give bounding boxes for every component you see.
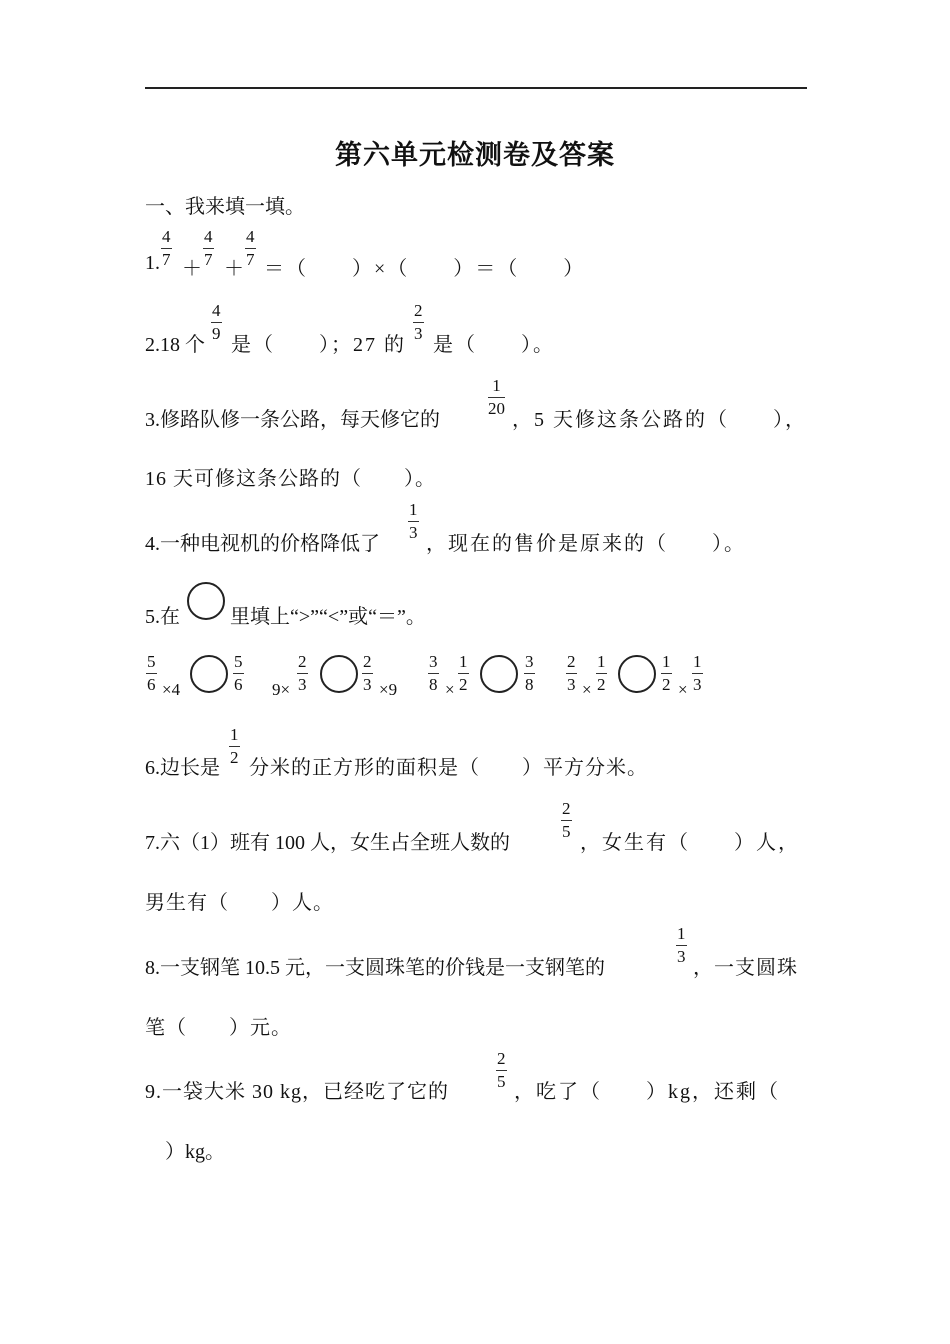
numerator: 1 bbox=[458, 653, 469, 674]
fraction bbox=[566, 653, 577, 693]
q4-part-b: ，现在的售价是原来的（ ）。 bbox=[426, 533, 746, 555]
denominator: 5 bbox=[497, 1072, 506, 1091]
numerator: 4 bbox=[203, 228, 214, 249]
q9-part-b: ，吃了（ ）kg，还剩（ bbox=[514, 1081, 780, 1103]
denominator: 2 bbox=[662, 675, 671, 694]
fraction bbox=[561, 800, 572, 840]
answer-circle-4[interactable] bbox=[618, 655, 656, 693]
denominator: 3 bbox=[414, 324, 423, 343]
operator: × bbox=[678, 680, 688, 699]
q1-op1: ＋ bbox=[182, 258, 202, 280]
numerator: 1 bbox=[229, 726, 240, 747]
q9-part-a: 9.一袋大米 30 kg，已经吃了它的 bbox=[145, 1081, 449, 1103]
fraction bbox=[161, 228, 172, 268]
fraction bbox=[297, 653, 308, 693]
operator: × bbox=[445, 680, 455, 699]
fraction bbox=[428, 653, 439, 693]
fraction bbox=[229, 726, 240, 766]
q2-part-b: 是（ ）；27 的 bbox=[231, 334, 406, 356]
numerator: 1 bbox=[692, 653, 703, 674]
denominator: 3 bbox=[567, 675, 576, 694]
q1-lead: 1. bbox=[145, 252, 160, 274]
denominator: 7 bbox=[204, 250, 213, 269]
fraction bbox=[496, 1050, 507, 1090]
fraction bbox=[413, 302, 424, 342]
fraction bbox=[458, 653, 469, 693]
q6-part-b: 分米的正方形的面积是（ ）平方分米。 bbox=[249, 757, 648, 779]
q3-part-b: ，5 天修这条公路的（ ）， bbox=[512, 409, 807, 431]
numerator: 4 bbox=[245, 228, 256, 249]
q8-part-a: 8.一支钢笔 10.5 元，一支圆珠笔的价钱是一支钢笔的 bbox=[145, 957, 605, 979]
denominator: 3 bbox=[693, 675, 702, 694]
numerator: 1 bbox=[408, 501, 419, 522]
fraction bbox=[596, 653, 607, 693]
numerator: 2 bbox=[362, 653, 373, 674]
denominator: 7 bbox=[246, 250, 255, 269]
q6-part-a: 6.边长是 bbox=[145, 757, 220, 779]
denominator: 5 bbox=[562, 822, 571, 841]
denominator: 3 bbox=[298, 675, 307, 694]
q7-part-b: ，女生有（ ）人， bbox=[580, 832, 800, 854]
q5-part-b: 里填上“>”“<”或“＝”。 bbox=[230, 606, 426, 628]
denominator: 2 bbox=[230, 748, 239, 767]
denominator: 7 bbox=[162, 250, 171, 269]
fraction bbox=[203, 228, 214, 268]
denominator: 3 bbox=[409, 523, 418, 542]
numerator: 3 bbox=[428, 653, 439, 674]
numerator: 4 bbox=[211, 302, 222, 323]
q9-line2: ）kg。 bbox=[165, 1141, 225, 1163]
operator: 9× bbox=[272, 680, 291, 699]
fraction bbox=[233, 653, 244, 693]
answer-circle-3[interactable] bbox=[480, 655, 518, 693]
section-heading: 一、我来填一填。 bbox=[145, 196, 305, 218]
answer-circle-2[interactable] bbox=[320, 655, 358, 693]
q3-part-a: 3.修路队修一条公路，每天修它的 bbox=[145, 409, 440, 431]
fraction bbox=[488, 377, 505, 417]
q2-part-a: 2.18 个 bbox=[145, 334, 205, 356]
fraction bbox=[245, 228, 256, 268]
numerator: 2 bbox=[496, 1050, 507, 1071]
operator: × bbox=[582, 680, 592, 699]
numerator: 3 bbox=[524, 653, 535, 674]
q1-rest: ＝（ ）×（ ）＝（ ） bbox=[264, 258, 586, 280]
denominator: 9 bbox=[212, 324, 221, 343]
q2-part-c: 是（ ）。 bbox=[433, 334, 555, 356]
fraction bbox=[146, 653, 157, 693]
numerator: 2 bbox=[297, 653, 308, 674]
answer-circle-1[interactable] bbox=[190, 655, 228, 693]
denominator: 6 bbox=[234, 675, 243, 694]
q8-line2: 笔（ ）元。 bbox=[145, 1017, 292, 1039]
denominator: 8 bbox=[429, 675, 438, 694]
comparison-circle-sample bbox=[187, 582, 225, 620]
fraction bbox=[362, 653, 373, 693]
operator: ×4 bbox=[162, 680, 181, 699]
q4-part-a: 4.一种电视机的价格降低了 bbox=[145, 533, 380, 555]
numerator: 5 bbox=[233, 653, 244, 674]
numerator: 2 bbox=[566, 653, 577, 674]
page-title: 第六单元检测卷及答案 bbox=[335, 140, 615, 171]
numerator: 4 bbox=[161, 228, 172, 249]
operator: ×9 bbox=[379, 680, 398, 699]
denominator: 2 bbox=[459, 675, 468, 694]
fraction bbox=[408, 501, 419, 541]
numerator: 2 bbox=[561, 800, 572, 821]
denominator: 8 bbox=[525, 675, 534, 694]
fraction bbox=[661, 653, 672, 693]
numerator: 1 bbox=[596, 653, 607, 674]
question-1 bbox=[145, 252, 160, 275]
header-rule bbox=[145, 87, 807, 89]
fraction bbox=[676, 925, 687, 965]
numerator: 1 bbox=[661, 653, 672, 674]
denominator: 3 bbox=[677, 947, 686, 966]
q5-part-a: 5.在 bbox=[145, 606, 180, 628]
denominator: 20 bbox=[488, 399, 505, 418]
numerator: 5 bbox=[146, 653, 157, 674]
numerator: 2 bbox=[413, 302, 424, 323]
q3-line2: 16 天可修这条公路的（ ）。 bbox=[145, 468, 436, 490]
q8-part-b: ，一支圆珠 bbox=[693, 957, 798, 979]
fraction bbox=[211, 302, 222, 342]
fraction bbox=[692, 653, 703, 693]
numerator: 1 bbox=[676, 925, 687, 946]
fraction bbox=[524, 653, 535, 693]
numerator: 1 bbox=[488, 377, 505, 398]
denominator: 6 bbox=[147, 675, 156, 694]
denominator: 2 bbox=[597, 675, 606, 694]
q7-line2: 男生有（ ）人。 bbox=[145, 892, 334, 914]
q7-part-a: 7.六（1）班有 100 人，女生占全班人数的 bbox=[145, 832, 510, 854]
q1-op2: ＋ bbox=[224, 258, 244, 280]
denominator: 3 bbox=[363, 675, 372, 694]
